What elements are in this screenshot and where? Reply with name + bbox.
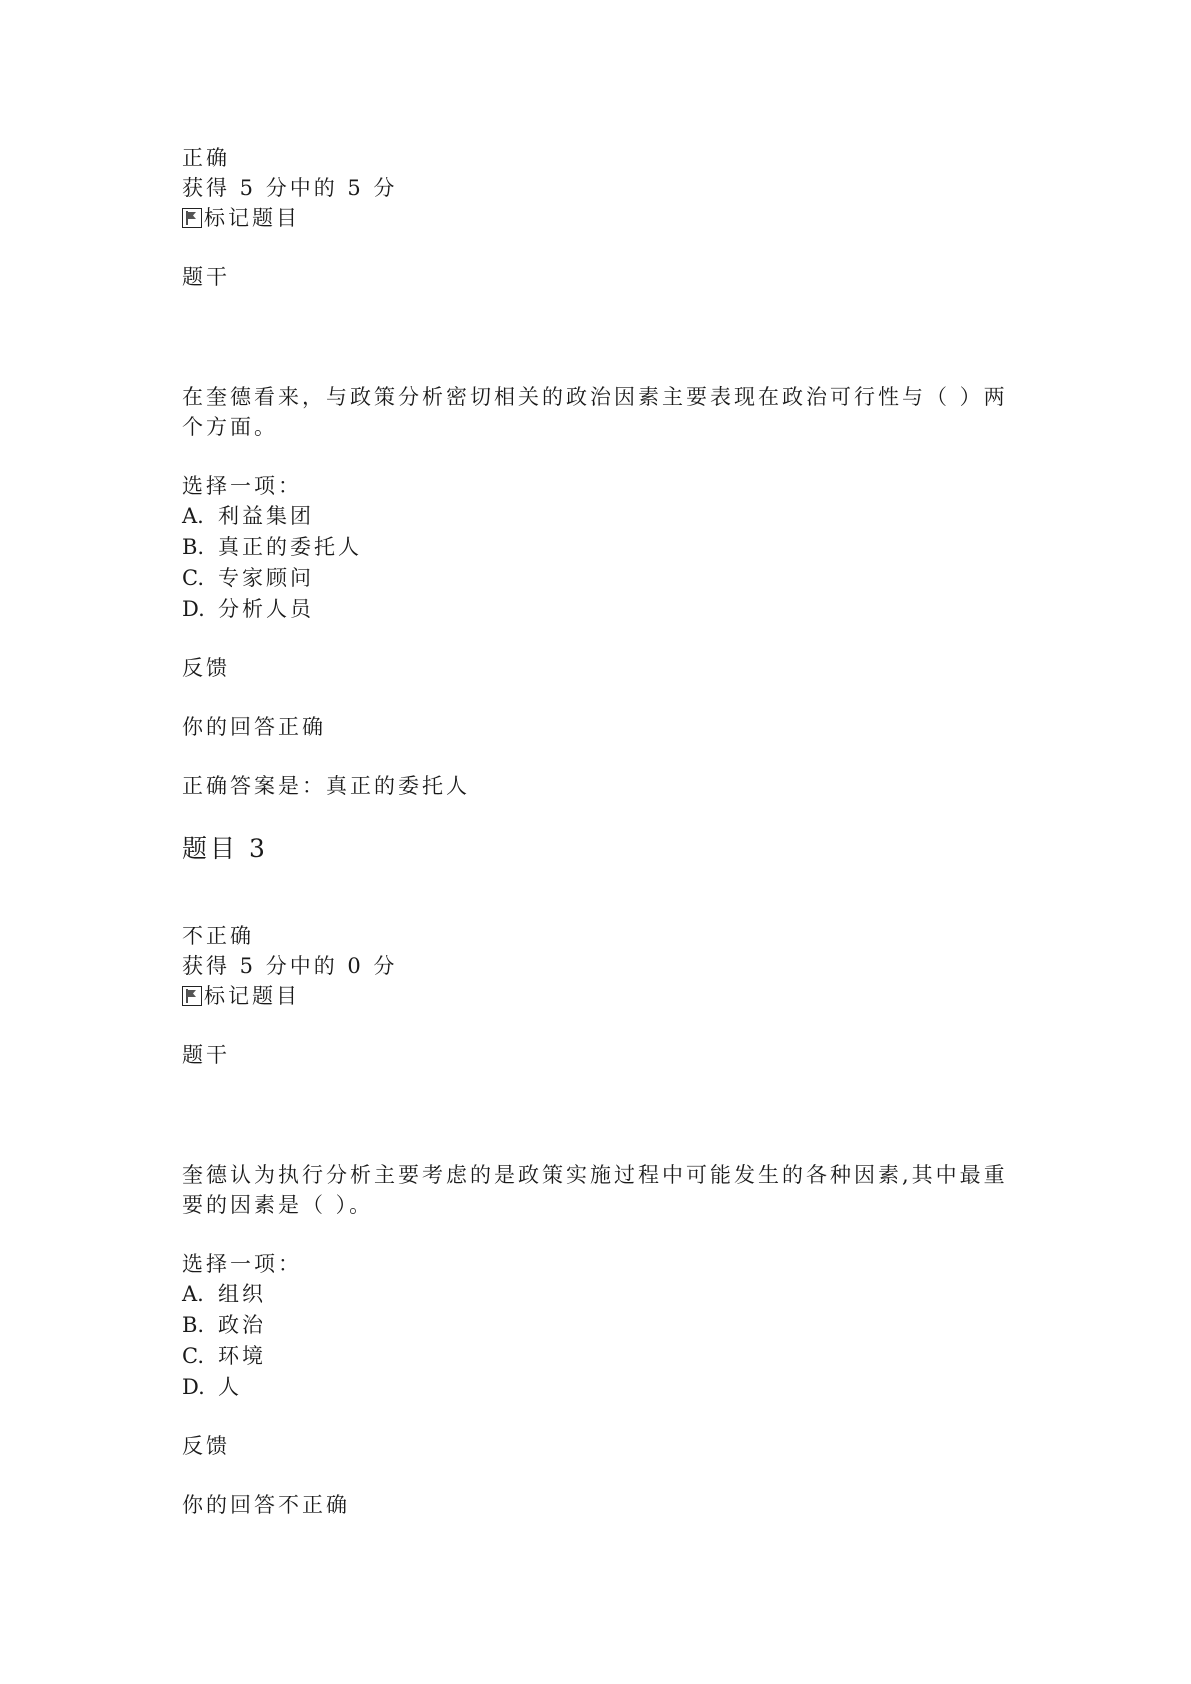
option-text: 环境 bbox=[218, 1344, 266, 1368]
q2-option-a[interactable] bbox=[182, 501, 314, 531]
option-text: 真正的委托人 bbox=[218, 535, 362, 559]
q2-stem-label: 题干 bbox=[182, 265, 230, 289]
q2-flag-label: 标记题目 bbox=[204, 206, 300, 230]
option-letter: D. bbox=[182, 1375, 205, 1399]
option-text: 专家顾问 bbox=[218, 566, 314, 590]
option-text: 组织 bbox=[218, 1282, 266, 1306]
q2-question-text-line1: 在奎德看来，与政策分析密切相关的政治因素主要表现在政治可行性与（ ）两 bbox=[182, 385, 1008, 409]
q3-question-text-line1: 奎德认为执行分析主要考虑的是政策实施过程中可能发生的各种因素,其中最重 bbox=[182, 1163, 1008, 1187]
option-letter: D. bbox=[182, 597, 205, 621]
option-letter: C. bbox=[182, 1344, 204, 1368]
option-text: 政治 bbox=[218, 1313, 266, 1337]
option-letter: A. bbox=[182, 504, 204, 528]
q2-question-text-line2: 个方面。 bbox=[182, 415, 278, 439]
q3-state: 不正确 bbox=[182, 924, 254, 948]
q2-option-c[interactable] bbox=[182, 563, 314, 593]
option-text: 分析人员 bbox=[218, 597, 314, 621]
q3-heading: 题目 3 bbox=[182, 834, 268, 863]
q3-flag-label: 标记题目 bbox=[204, 984, 300, 1008]
flag-icon bbox=[182, 208, 202, 228]
q3-question-text-line2: 要的因素是（ ）。 bbox=[182, 1193, 374, 1217]
option-text: 利益集团 bbox=[218, 504, 314, 528]
q2-flag-question[interactable] bbox=[182, 203, 300, 233]
q3-feedback-text: 你的回答不正确 bbox=[182, 1493, 350, 1517]
q2-feedback-label: 反馈 bbox=[182, 656, 230, 680]
q2-state: 正确 bbox=[182, 146, 230, 170]
q2-option-b[interactable] bbox=[182, 532, 362, 562]
q3-option-a[interactable] bbox=[182, 1279, 266, 1309]
q3-feedback-label: 反馈 bbox=[182, 1434, 230, 1458]
option-letter: B. bbox=[182, 1313, 205, 1337]
flag-icon bbox=[182, 986, 202, 1006]
option-letter: C. bbox=[182, 566, 204, 590]
option-letter: B. bbox=[182, 535, 205, 559]
q2-select-prompt: 选择一项： bbox=[182, 474, 302, 498]
q3-select-prompt: 选择一项： bbox=[182, 1252, 302, 1276]
option-text: 人 bbox=[218, 1375, 242, 1399]
q2-option-d[interactable] bbox=[182, 594, 314, 624]
q3-flag-question[interactable] bbox=[182, 981, 300, 1011]
q3-grade: 获得 5 分中的 0 分 bbox=[182, 954, 398, 978]
q3-stem-label: 题干 bbox=[182, 1043, 230, 1067]
option-letter: A. bbox=[182, 1282, 204, 1306]
q2-correct-answer: 正确答案是：真正的委托人 bbox=[182, 774, 470, 798]
q2-feedback-text: 你的回答正确 bbox=[182, 715, 326, 739]
q2-grade: 获得 5 分中的 5 分 bbox=[182, 176, 398, 200]
q3-option-d[interactable] bbox=[182, 1372, 242, 1402]
q3-option-b[interactable] bbox=[182, 1310, 266, 1340]
q3-option-c[interactable] bbox=[182, 1341, 266, 1371]
